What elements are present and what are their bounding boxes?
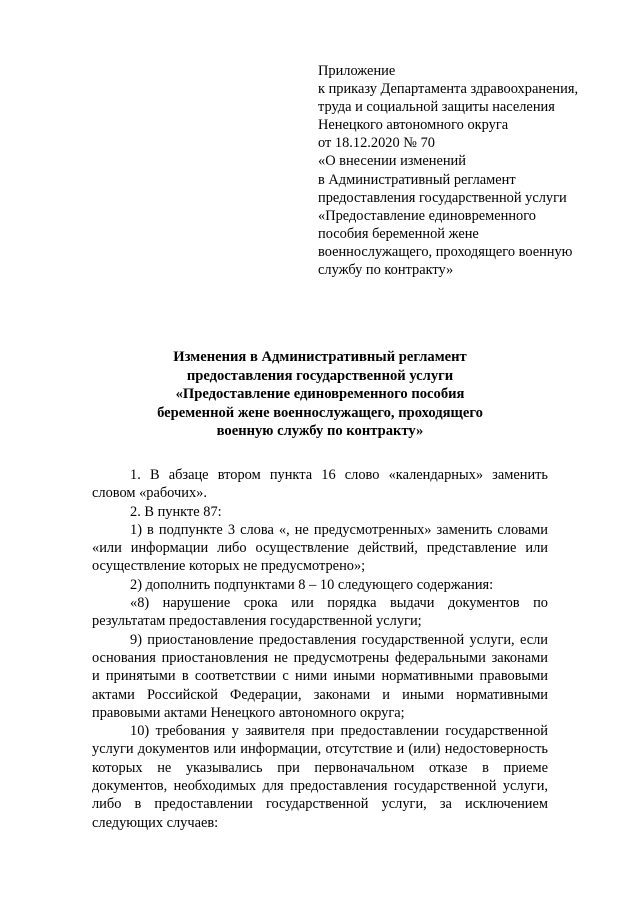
appendix-line: от 18.12.2020 № 70 [318, 135, 435, 152]
title-line: предоставления государственной услуги [186, 367, 454, 384]
appendix-line: в Административный регламент [318, 171, 516, 188]
appendix-line: Ненецкого автономного округа [318, 117, 509, 134]
appendix-line: пособия беременной жене [318, 225, 479, 242]
appendix-line: Приложение [318, 63, 396, 79]
appendix-line: «Предоставление единовременного [318, 207, 536, 224]
appendix-line: труда и социальной защиты населения [318, 99, 555, 116]
appendix-line: к приказу Департамента здравоохранения, [318, 81, 579, 98]
title-line: военную службу по контракту» [216, 423, 424, 439]
appendix-line: предоставления государственной услуги [318, 189, 567, 206]
appendix-line: военнослужащего, проходящего военную [318, 243, 573, 260]
paragraph-2: 2. В пункте 87: [130, 503, 222, 520]
appendix-block [318, 62, 618, 279]
paragraph-1: 1. В абзаце втором пункта 16 слово «календарных» заменить словом «рабочих». [92, 467, 548, 502]
paragraph-item-9: 9) приостановление предоставления государственной услуги, если основания приостановления не предусмотрены федеральными законами и принятыми в соответствии с ними иными нормативными правовыми актами Российской Федерации, законами и иными нормативными правовыми актами Ненецкого автономного округа; [92, 631, 548, 721]
paragraph-item-10: 10) требования у заявителя при предоставлении государственной услуги документов или информации, отсутствие и (или) недостоверность которых не указывались при первоначальном отказе в приеме документов, необходимых для предоставления государственной услуги, либо в предоставлении государственной услуги, за исключением следующих случаев: [92, 723, 548, 831]
paragraph-2-1: 1) в подпункте 3 слова «, не предусмотренных» заменить словами «или информации либо осуществление действий, представление или осуществление которых не предусмотрено»; [92, 521, 548, 575]
title-line: «Предоставление единовременного пособия [175, 386, 465, 402]
title-line: Изменения в Административный регламент [173, 349, 467, 365]
appendix-line: службу по контракту» [318, 262, 454, 279]
title-line: беременной жене военнослужащего, проходящего [157, 404, 483, 421]
appendix-line: «О внесении изменений [318, 153, 466, 170]
document-body [92, 466, 548, 832]
paragraph-item-8: «8) нарушение срока или порядка выдачи документов по результатам предоставления государственной услуги; [92, 595, 548, 630]
document-title [100, 348, 540, 441]
paragraph-2-2: 2) дополнить подпунктами 8 – 10 следующего содержания: [130, 576, 494, 593]
